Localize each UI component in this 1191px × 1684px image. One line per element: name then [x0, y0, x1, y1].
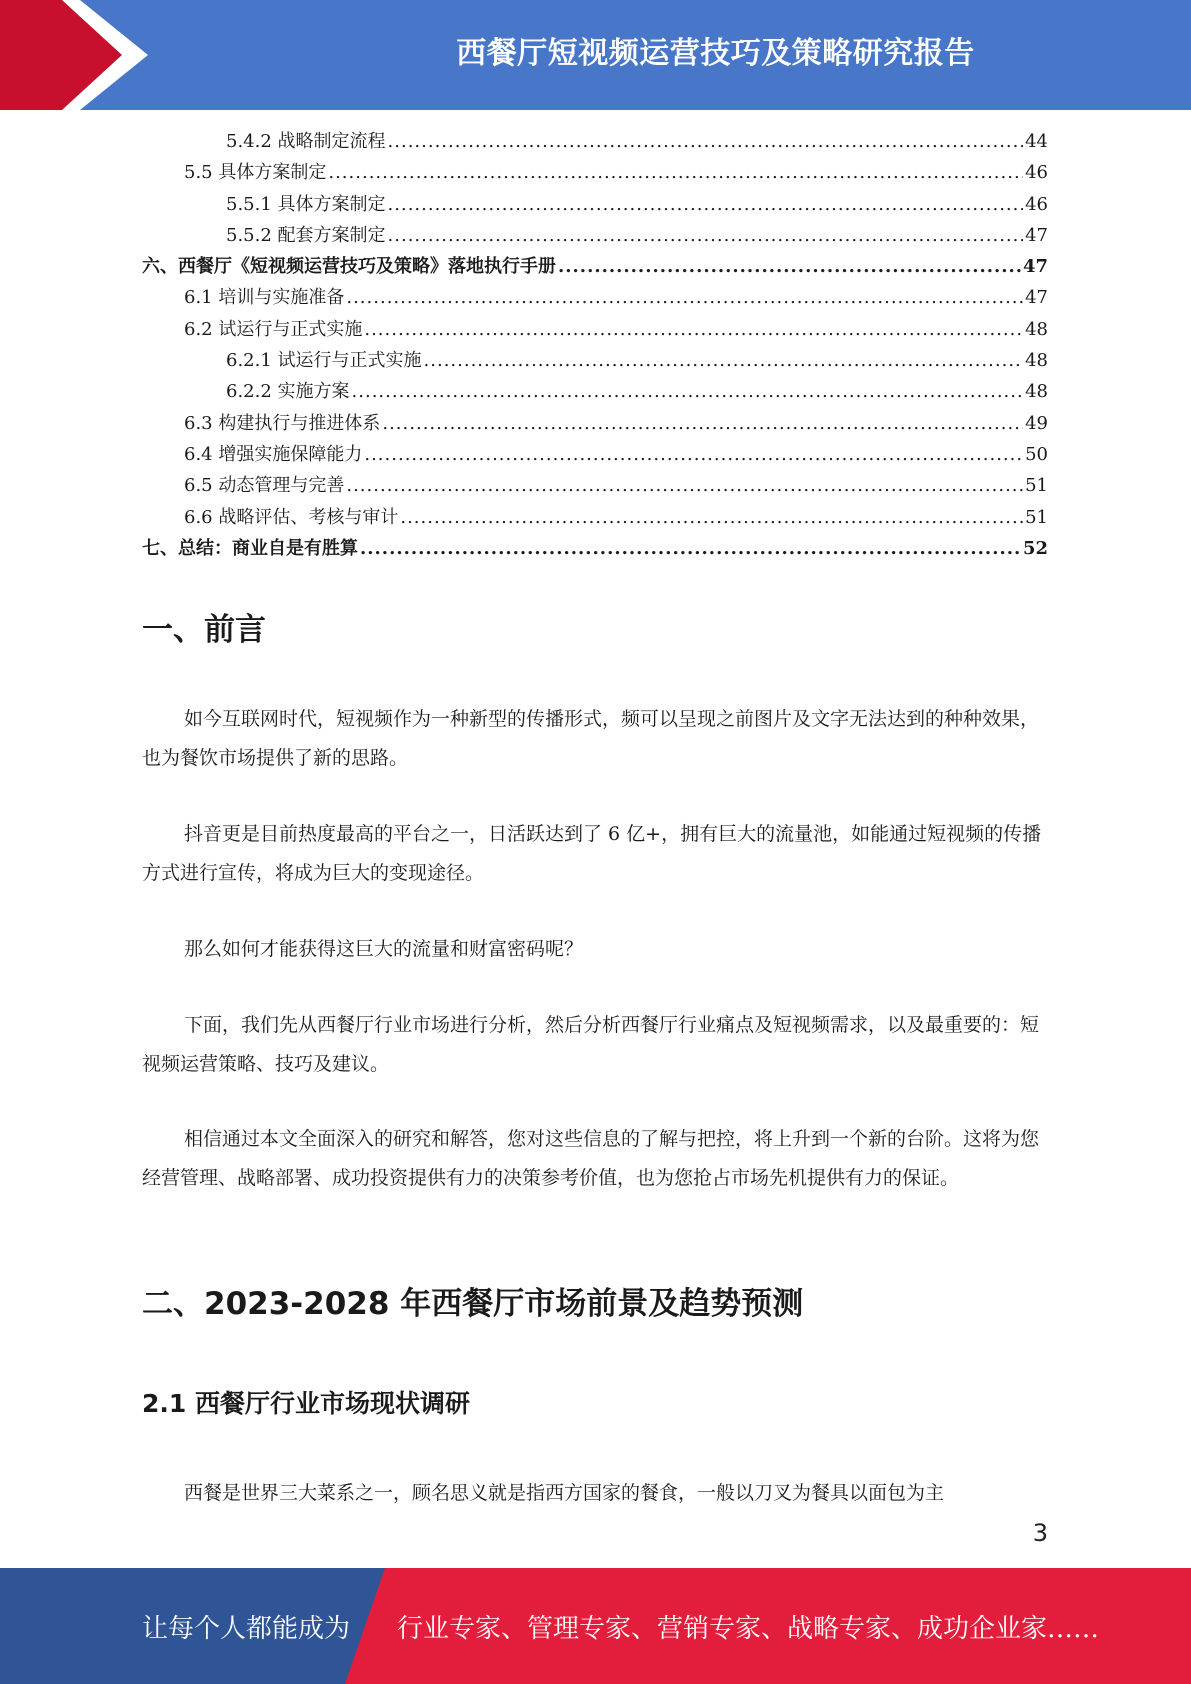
- toc-entry[interactable]: [142, 409, 1048, 440]
- toc-entry-page: 48: [1025, 381, 1048, 403]
- toc-dot-leader: [360, 538, 1021, 559]
- footer-slogan-right: 行业专家、管理专家、营销专家、战略专家、成功企业家……: [397, 1613, 1100, 1644]
- toc-entry-page: 46: [1025, 162, 1048, 184]
- toc-entry[interactable]: [142, 221, 1048, 252]
- toc-entry-page: 50: [1025, 443, 1048, 465]
- toc-entry-label: 6.4 增强实施保障能力: [184, 443, 363, 465]
- paragraph: 那么如何才能获得这巨大的流量和财富密码呢？: [184, 938, 584, 960]
- toc-entry[interactable]: [142, 503, 1048, 534]
- toc-dot-leader: [364, 319, 1023, 340]
- toc-dot-leader: [388, 225, 1024, 246]
- toc-entry-page: 44: [1025, 131, 1048, 152]
- toc-entry-page: 48: [1025, 318, 1048, 340]
- toc-dot-leader: [328, 162, 1023, 183]
- toc-entry-page: 51: [1025, 475, 1048, 497]
- toc-entry-label: 5.4.2 战略制定流程: [226, 131, 386, 152]
- toc-entry[interactable]: [142, 158, 1048, 189]
- toc-entry[interactable]: [142, 127, 1048, 158]
- header-arrow-decoration: [0, 0, 160, 110]
- section-heading-preface: 一、前言: [142, 612, 266, 648]
- section-heading-market-outlook: 二、2023-2028 年西餐厅市场前景及趋势预测: [142, 1286, 804, 1322]
- toc-dot-leader: [558, 256, 1021, 277]
- toc-dot-leader: [424, 350, 1024, 371]
- toc-dot-leader: [364, 444, 1023, 465]
- toc-entry-label: 6.5 动态管理与完善: [184, 475, 345, 497]
- toc-entry[interactable]: [142, 377, 1048, 408]
- report-title: 西餐厅短视频运营技巧及策略研究报告: [456, 36, 975, 71]
- toc-entry-label: 6.1 培训与实施准备: [184, 287, 345, 309]
- toc-entry[interactable]: [142, 471, 1048, 502]
- toc-dot-leader: [388, 131, 1024, 152]
- toc-entry-label: 6.2.2 实施方案: [226, 381, 350, 403]
- toc-entry[interactable]: [142, 252, 1048, 283]
- footer-slogan-left: 让每个人都能成为: [142, 1613, 351, 1644]
- toc-entry-page: 49: [1025, 412, 1048, 434]
- toc-entry-label: 6.2 试运行与正式实施: [184, 318, 363, 340]
- toc-entry-page: 48: [1025, 350, 1048, 372]
- toc-entry-page: 46: [1025, 193, 1048, 215]
- page-footer: [0, 1568, 1191, 1684]
- toc-entry[interactable]: [142, 534, 1048, 565]
- paragraph: 下面，我们先从西餐厅行业市场进行分析，然后分析西餐厅行业痛点及短视频需求，以及最重要的：短视频运营策略、技巧及建议。: [142, 1014, 1040, 1075]
- toc-entry-label: 七、总结：商业自是有胜算: [142, 537, 358, 559]
- paragraph: 西餐是世界三大菜系之一，顾名思义就是指西方国家的餐食，一般以刀叉为餐具以面包为主: [184, 1482, 945, 1504]
- toc-entry-page: 51: [1025, 506, 1048, 528]
- page-header: [0, 0, 1191, 110]
- toc-entry-page: 47: [1025, 224, 1048, 246]
- toc-dot-leader: [346, 287, 1023, 308]
- toc-entry-label: 5.5.1 具体方案制定: [226, 193, 386, 215]
- toc-dot-leader: [382, 413, 1023, 434]
- toc-entry[interactable]: [142, 283, 1048, 314]
- toc-entry-label: 5.5 具体方案制定: [184, 162, 327, 184]
- paragraph: 相信通过本文全面深入的研究和解答，您对这些信息的了解与把控，将上升到一个新的台阶。这将为您经营管理、战略部署、成功投资提供有力的决策参考价值，也为您抢占市场先机提供有力的保证。: [142, 1128, 1040, 1189]
- table-of-contents: [142, 127, 1048, 565]
- toc-dot-leader: [352, 381, 1024, 402]
- subsection-heading-market-status: 2.1 西餐厅行业市场现状调研: [142, 1389, 470, 1418]
- toc-entry-page: 47: [1022, 256, 1048, 278]
- toc-entry-label: 5.5.2 配套方案制定: [226, 224, 386, 246]
- toc-dot-leader: [346, 475, 1023, 496]
- toc-entry-label: 6.3 构建执行与推进体系: [184, 412, 381, 434]
- toc-entry-label: 6.6 战略评估、考核与审计: [184, 506, 399, 528]
- toc-entry[interactable]: [142, 346, 1048, 377]
- paragraph: 抖音更是目前热度最高的平台之一，日活跃达到了 6 亿+，拥有巨大的流量池，如能通过短视频的传播方式进行宣传，将成为巨大的变现途径。: [142, 823, 1042, 884]
- page-number: 3: [1032, 1519, 1048, 1547]
- toc-entry[interactable]: [142, 190, 1048, 221]
- toc-entry-page: 52: [1022, 537, 1048, 559]
- toc-dot-leader: [400, 507, 1023, 528]
- toc-entry-label: 6.2.1 试运行与正式实施: [226, 350, 422, 372]
- paragraph: 如今互联网时代，短视频作为一种新型的传播形式，频可以呈现之前图片及文字无法达到的种种效果，也为餐饮市场提供了新的思路。: [142, 708, 1040, 769]
- toc-entry[interactable]: [142, 440, 1048, 471]
- toc-dot-leader: [388, 194, 1024, 215]
- toc-entry[interactable]: [142, 315, 1048, 346]
- toc-entry-label: 六、西餐厅《短视频运营技巧及策略》落地执行手册: [142, 256, 556, 278]
- toc-entry-page: 47: [1025, 287, 1048, 309]
